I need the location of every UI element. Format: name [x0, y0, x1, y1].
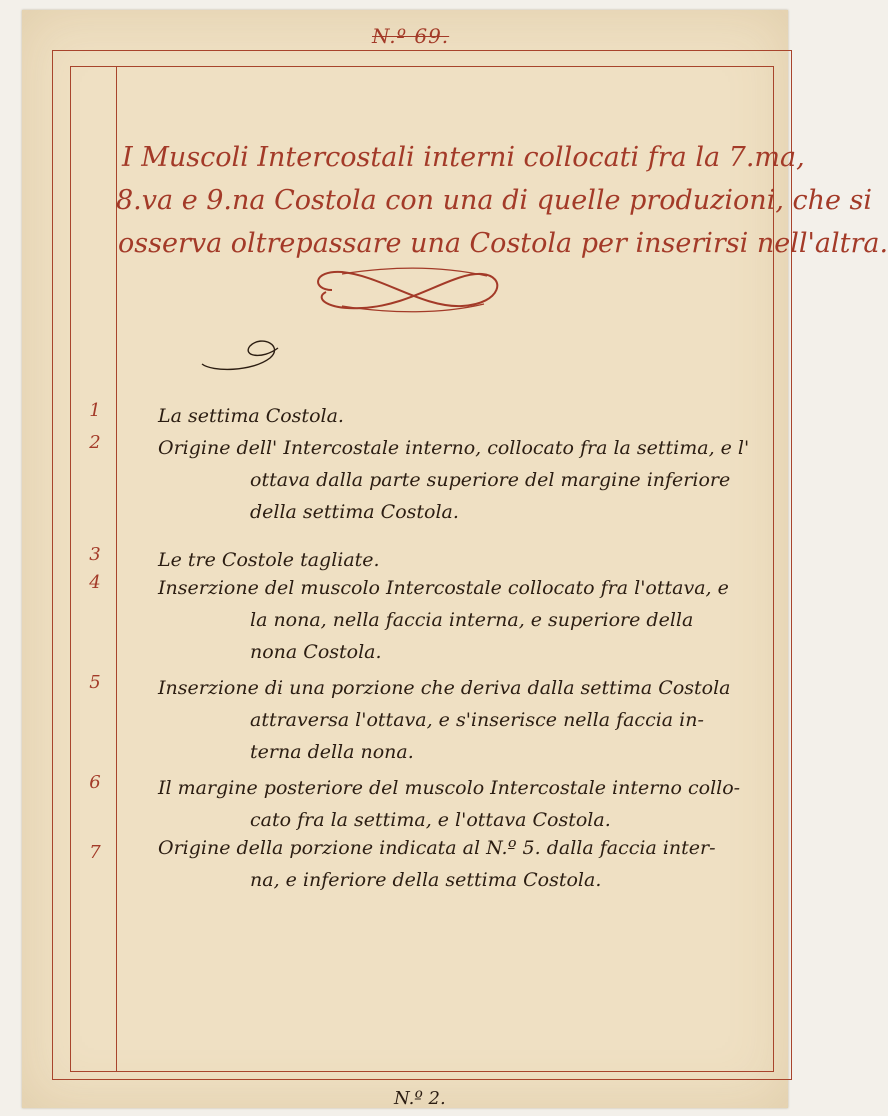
entry-text [158, 832, 760, 896]
page-title [116, 136, 888, 265]
page-number-top: N.º 69. [372, 24, 450, 48]
legend-entry [80, 400, 760, 432]
entry-text [158, 572, 760, 668]
legend-entry [80, 544, 760, 572]
legend-entry [80, 772, 760, 832]
entry-number: 6 [89, 772, 101, 793]
entry-line: Inserzione di una porzione che deriva dalla settima Costola [158, 677, 731, 699]
title-line: I Muscoli Intercostali interni collocati fra la 7.ma, [122, 142, 805, 173]
entry-line: attraversa l'ottava, e s'inserisce nella faccia in- [250, 709, 704, 731]
legend-entry [80, 432, 760, 544]
legend-entry [80, 572, 760, 672]
entry-line: na, e inferiore della settima Costola. [250, 869, 602, 891]
entry-line: nona Costola. [250, 641, 382, 663]
entry-line: della settima Costola. [250, 501, 459, 523]
pen-flourish-icon [192, 328, 292, 378]
entry-line: Inserzione del muscolo Intercostale collocato fra l'ottava, e [158, 577, 729, 599]
legend-entry [80, 672, 760, 772]
page-number-bottom: N.º 2. [394, 1088, 446, 1109]
title-line: osserva oltrepassare una Costola per inserirsi nell'altra. [118, 228, 888, 259]
entry-line: la nona, nella faccia interna, e superiore della [250, 609, 694, 631]
entry-text [158, 432, 760, 528]
entry-line: Origine dell' Intercostale interno, collocato fra la settima, e l' [158, 437, 750, 459]
entry-line: ottava dalla parte superiore del margine inferiore [250, 469, 731, 491]
title-line: 8.va e 9.na Costola con una di quelle produzioni, che si [116, 185, 873, 216]
entry-number: 3 [89, 544, 101, 565]
figure-legend [80, 400, 760, 896]
entry-number: 2 [89, 432, 101, 453]
legend-entry [80, 832, 760, 896]
entry-line: cato fra la settima, e l'ottava Costola. [250, 809, 611, 831]
entry-line: Il margine posteriore del muscolo Intercostale interno collo- [158, 777, 741, 799]
entry-number: 5 [89, 672, 101, 693]
manuscript-sheet [22, 10, 888, 1109]
entry-text [158, 772, 760, 836]
entry-text [158, 672, 760, 768]
entry-number: 1 [89, 400, 101, 421]
entry-text [158, 400, 760, 432]
entry-number: 4 [89, 572, 101, 593]
entry-line: Le tre Costole tagliate. [158, 549, 380, 571]
entry-line: La settima Costola. [158, 405, 344, 427]
entry-line: Origine della porzione indicata al N.º 5. dalla faccia inter- [158, 837, 716, 859]
calligraphic-flourish-icon [302, 262, 522, 318]
entry-number: 7 [89, 842, 101, 863]
entry-line: terna della nona. [250, 741, 414, 763]
